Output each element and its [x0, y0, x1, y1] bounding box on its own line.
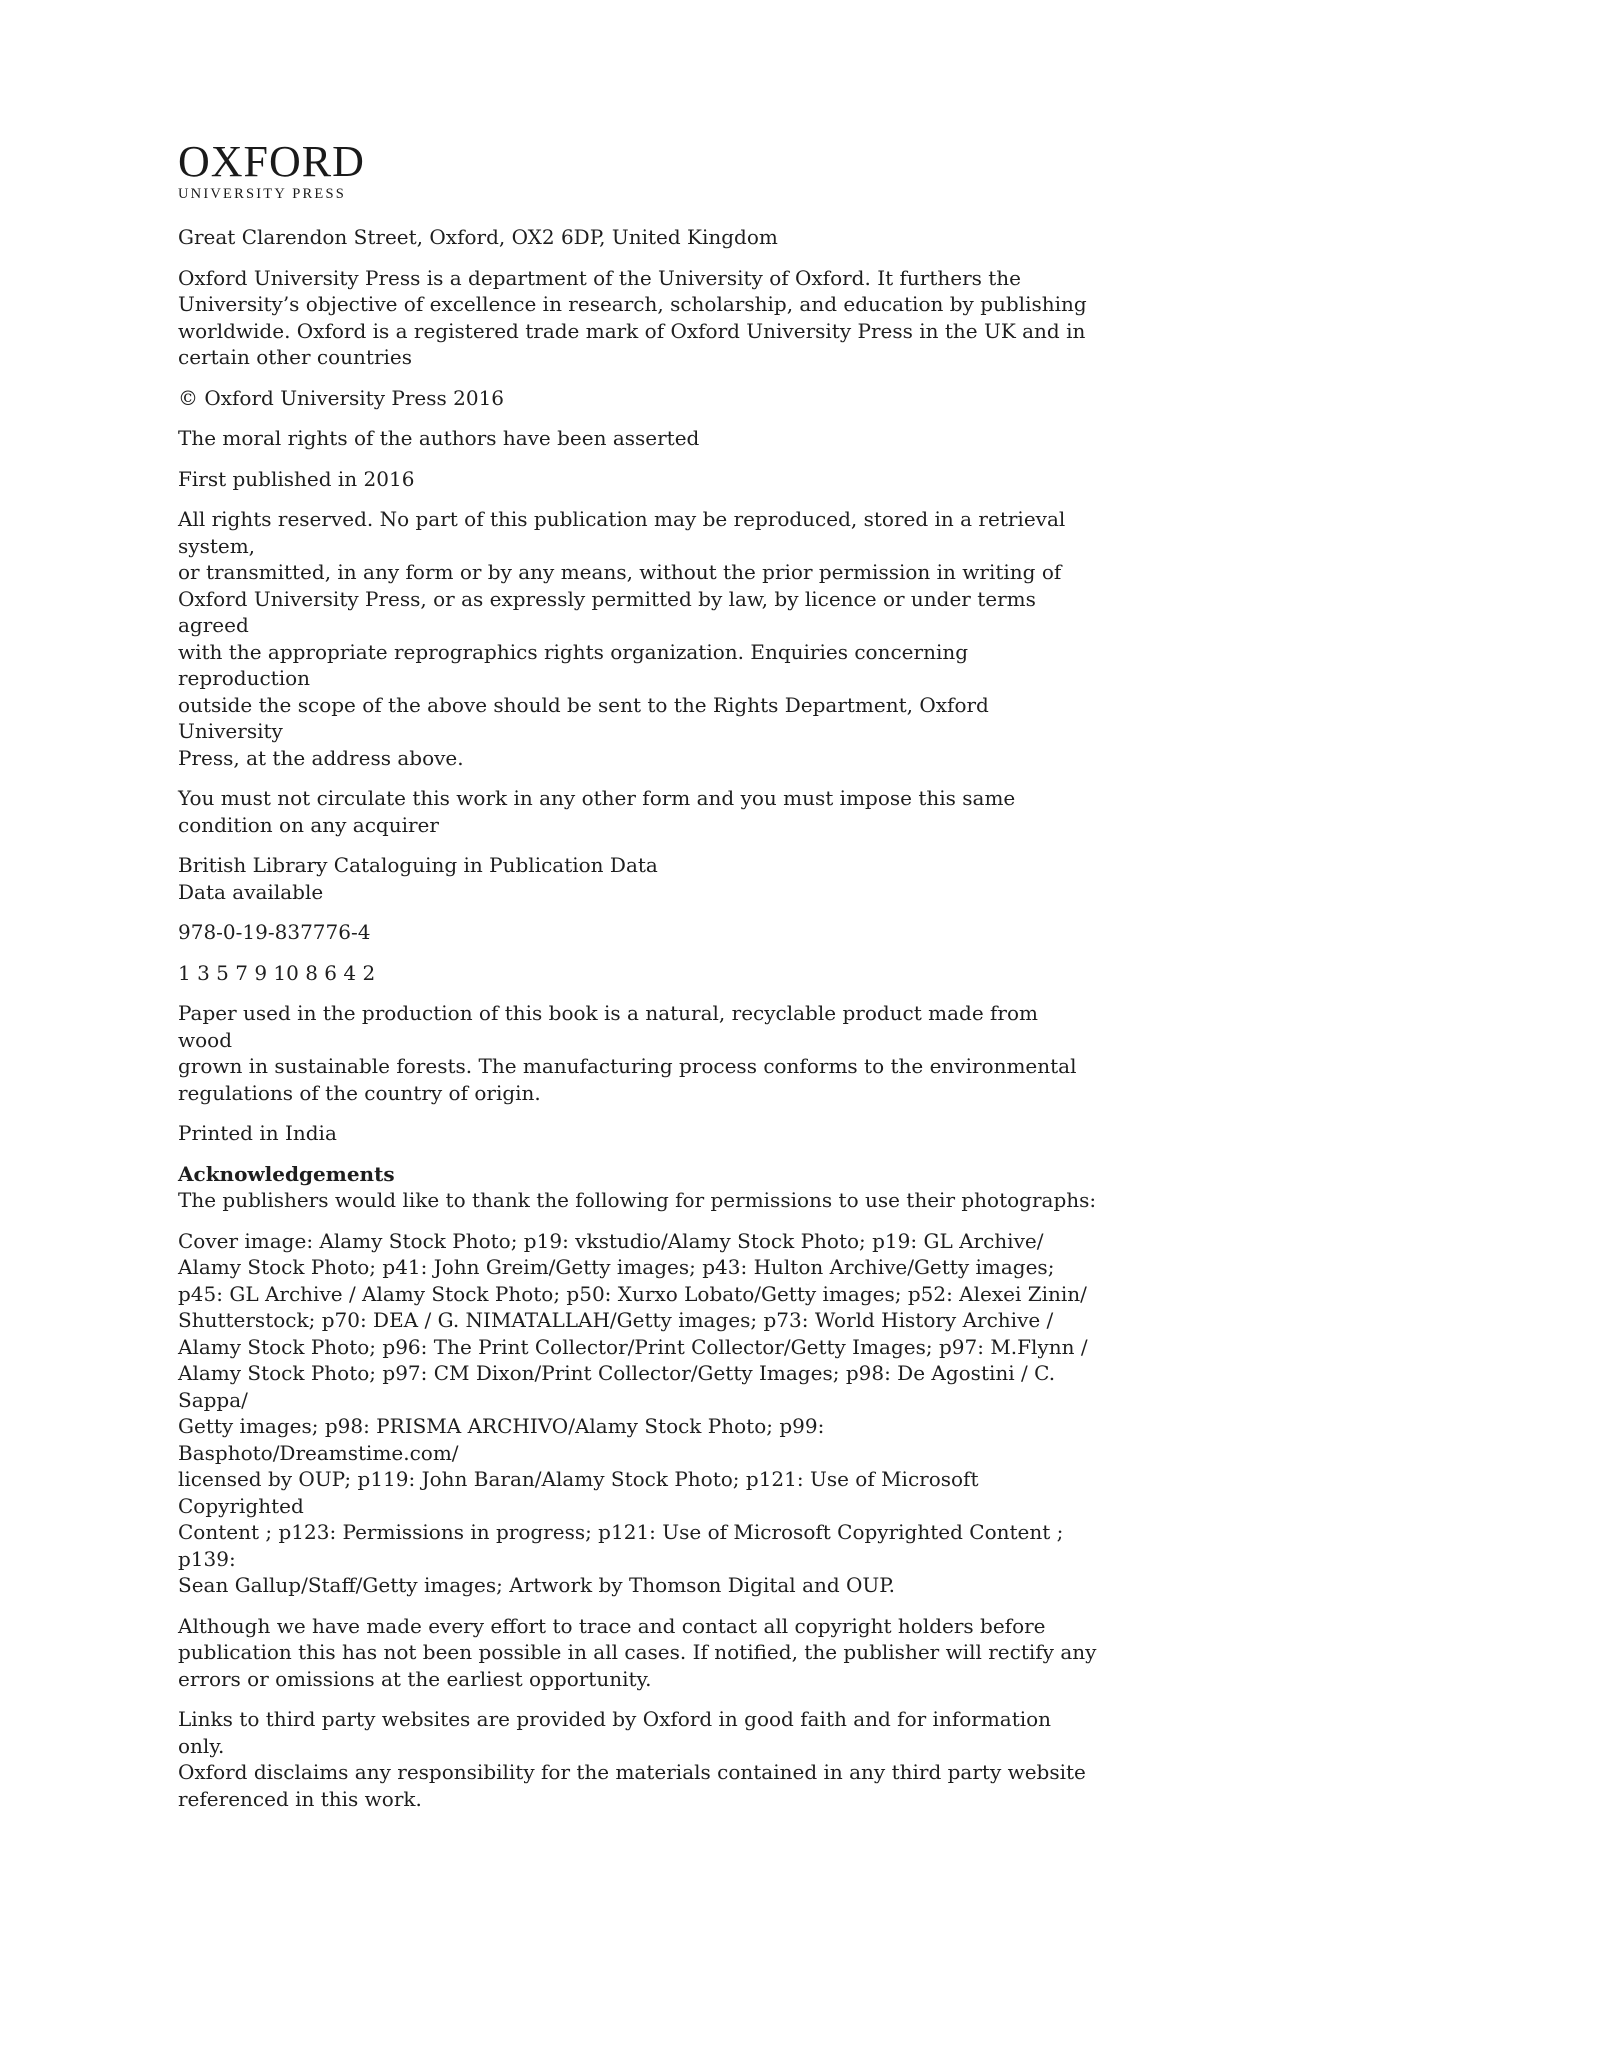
- isbn: 978-0-19-837776-4: [178, 920, 371, 944]
- printed-in: Printed in India: [178, 1121, 337, 1145]
- text-line: worldwide. Oxford is a registered trade mark of Oxford University Press in the UK and in: [178, 318, 1086, 343]
- cataloguing-paragraph: [178, 852, 1098, 905]
- text-line: The publishers would like to thank the following for permissions to use their photographs:: [178, 1188, 1097, 1212]
- text-line: Shutterstock; p70: DEA / G. NIMATALLAH/Getty images; p73: World History Archive /: [178, 1308, 1054, 1332]
- text-line: Sean Gallup/Staff/Getty images; Artwork by Thomson Digital and OUP.: [178, 1573, 896, 1597]
- about-paragraph: [178, 265, 1098, 371]
- text-line: errors or omissions at the earliest opportunity.: [178, 1666, 652, 1691]
- text-line: with the appropriate reprographics rights organization. Enquiries concerning reproduction: [178, 639, 969, 690]
- text-line: or transmitted, in any form or by any means, without the prior permission in writing of: [178, 560, 1062, 584]
- text-line: grown in sustainable forests. The manufacturing process conforms to the environmental: [178, 1054, 1077, 1078]
- text-line: referenced in this work.: [178, 1786, 422, 1811]
- text-line: Links to third party websites are provided by Oxford in good faith and for information only.: [178, 1707, 1052, 1758]
- moral-rights: The moral rights of the authors have been asserted: [178, 426, 700, 450]
- text-line: You must not circulate this work in any other form and you must impose this same: [178, 786, 1016, 810]
- paper-paragraph: [178, 1000, 1098, 1106]
- text-line: British Library Cataloguing in Publication Data: [178, 853, 658, 877]
- copyright-page: [178, 137, 1098, 1826]
- publisher-address: Great Clarendon Street, Oxford, OX2 6DP, United Kingdom: [178, 225, 778, 249]
- text-line: Data available: [178, 879, 324, 904]
- text-line: University’s objective of excellence in research, scholarship, and education by publishing: [178, 292, 1087, 316]
- circulation-paragraph: [178, 785, 1098, 838]
- text-line: regulations of the country of origin.: [178, 1080, 541, 1105]
- text-line: p45: GL Archive / Alamy Stock Photo; p50: Xurxo Lobato/Getty images; p52: Alexei Zinin/: [178, 1281, 1087, 1306]
- copyright-notice: © Oxford University Press 2016: [178, 385, 505, 410]
- logo-subtitle: UNIVERSITY PRESS: [178, 186, 347, 202]
- oxford-logo: [178, 137, 1098, 204]
- text-line: Alamy Stock Photo; p41: John Greim/Getty images; p43: Hulton Archive/Getty images;: [178, 1255, 1055, 1279]
- acknowledgements-intro-block: [178, 1161, 1098, 1214]
- rights-reserved-paragraph: [178, 506, 1098, 771]
- text-line: Although we have made every effort to trace and contact all copyright holders before: [178, 1613, 1046, 1638]
- first-published: First published in 2016: [178, 466, 415, 491]
- text-line: licensed by OUP; p119: John Baran/Alamy Stock Photo; p121: Use of Microsoft Copyrighted: [178, 1467, 979, 1518]
- print-line: 1 3 5 7 9 10 8 6 4 2: [178, 960, 376, 985]
- text-line: Oxford University Press is a department of the University of Oxford. It furthers the: [178, 265, 1022, 290]
- logo-wordmark: OXFORD: [178, 137, 365, 186]
- tracing-paragraph: [178, 1613, 1098, 1693]
- text-line: outside the scope of the above should be sent to the Rights Department, Oxford University: [178, 692, 989, 743]
- text-line: Press, at the address above.: [178, 745, 464, 770]
- text-line: Oxford disclaims any responsibility for the materials contained in any third party website: [178, 1760, 1086, 1784]
- text-line: Alamy Stock Photo; p97: CM Dixon/Print Collector/Getty Images; p98: De Agostini / C. Sappa/: [178, 1361, 1056, 1412]
- text-line: condition on any acquirer: [178, 812, 439, 837]
- text-line: Paper used in the production of this book is a natural, recyclable product made from wood: [178, 1001, 1038, 1052]
- text-line: publication this has not been possible in all cases. If notified, the publisher will rectify any: [178, 1640, 1097, 1664]
- text-line: All rights reserved. No part of this publication may be reproduced, stored in a retrieval system,: [178, 507, 1066, 558]
- text-line: Oxford University Press, or as expressly permitted by law, by licence or under terms agreed: [178, 586, 1036, 637]
- text-line: Content ; p123: Permissions in progress; p121: Use of Microsoft Copyrighted Content ; p139:: [178, 1520, 1064, 1571]
- text-line: Alamy Stock Photo; p96: The Print Collector/Print Collector/Getty Images; p97: M.Flynn /: [178, 1334, 1088, 1359]
- photo-credits-paragraph: [178, 1228, 1098, 1599]
- text-line: Cover image: Alamy Stock Photo; p19: vkstudio/Alamy Stock Photo; p19: GL Archive/: [178, 1228, 1044, 1253]
- acknowledgements-heading: Acknowledgements: [178, 1161, 395, 1186]
- third-party-links-paragraph: [178, 1706, 1098, 1812]
- text-line: certain other countries: [178, 345, 413, 369]
- text-line: Getty images; p98: PRISMA ARCHIVO/Alamy Stock Photo; p99: Basphoto/Dreamstime.com/: [178, 1414, 825, 1465]
